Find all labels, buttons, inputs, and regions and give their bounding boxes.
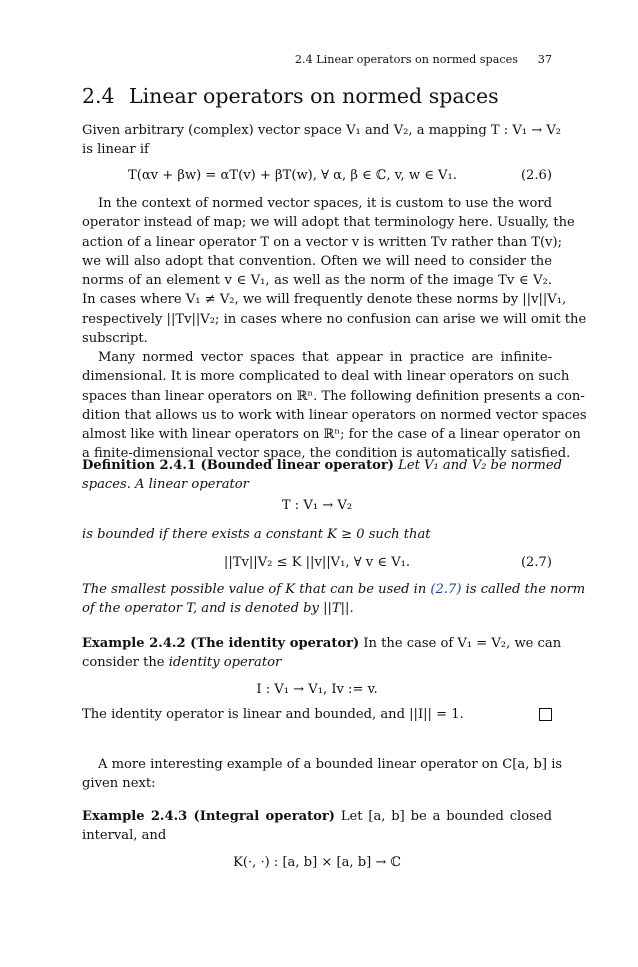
paragraph-operators bbox=[82, 194, 587, 348]
display-kernel bbox=[82, 853, 552, 872]
definition-label: Definition 2.4.1 (Bounded linear operator) bbox=[82, 458, 394, 473]
text-line bbox=[82, 580, 586, 599]
text-line: a finite-dimensional vector space, the condition is automatically satisfied. bbox=[82, 446, 571, 462]
text-line: subscript. bbox=[82, 331, 148, 347]
text-line: action of a linear operator T on a vector v is written Tv rather than T(v); bbox=[82, 234, 562, 250]
display-formula: T : V₁ → V₂ bbox=[281, 498, 353, 513]
text-line: is bounded if there exists a constant K ≥ 0 such that bbox=[82, 527, 431, 542]
display-formula: K(·, ·) : [a, b] × [a, b] → ℂ bbox=[233, 855, 401, 870]
example-conclusion bbox=[82, 705, 552, 724]
display-identity-operator bbox=[82, 680, 552, 699]
equation-formula: ||Tv||V₂ ≤ K ||v||V₁, ∀ v ∈ V₁. bbox=[223, 555, 411, 570]
definition-2-4-1 bbox=[82, 456, 562, 495]
text-line: spaces than linear operators on ℝⁿ. The following definition presents a con- bbox=[82, 388, 585, 404]
equation-formula: T(αv + βw) = αT(v) + βT(w), ∀ α, β ∈ ℂ, v, w ∈ V₁. bbox=[128, 168, 457, 183]
text-line: we will also adopt that convention. Often we will need to consider the bbox=[82, 253, 552, 269]
qed-square-icon bbox=[539, 708, 552, 721]
display-formula: I : V₁ → V₁, Iv := v. bbox=[256, 682, 378, 697]
text-line bbox=[82, 634, 562, 653]
section-heading bbox=[82, 84, 499, 108]
section-title: Linear operators on normed spaces bbox=[129, 84, 499, 108]
example-text: In the case of V₁ = V₂, we can bbox=[363, 636, 562, 651]
example-text: Let [a, b] be a bounded closed bbox=[340, 809, 552, 824]
running-header bbox=[82, 50, 552, 69]
text-line: spaces. A linear operator bbox=[82, 477, 249, 493]
text-line: dition that allows us to work with linear operators on normed vector spaces bbox=[82, 407, 587, 423]
text-line: given next: bbox=[82, 776, 156, 792]
example-2-4-3 bbox=[82, 807, 552, 846]
equation-2-6 bbox=[82, 166, 552, 185]
text-line: In the context of normed vector spaces, it is custom to use the word bbox=[98, 196, 552, 211]
section-number: 2.4 bbox=[82, 84, 115, 108]
page-number: 37 bbox=[537, 53, 552, 66]
text-line: almost like with linear operators on ℝⁿ; for the case of a linear operator on bbox=[82, 427, 581, 443]
text-line: A more interesting example of a bounded linear operator on C[a, b] is bbox=[98, 757, 563, 772]
text-line: interval, and bbox=[82, 828, 167, 844]
equation-reference-link[interactable]: (2.7) bbox=[430, 582, 462, 597]
definition-closing bbox=[82, 580, 586, 619]
definition-text: The smallest possible value of K that can be used in bbox=[82, 582, 427, 597]
definition-condition bbox=[82, 525, 552, 544]
definition-text: is called the norm bbox=[465, 582, 586, 597]
example-label: Example 2.4.2 (The identity operator) bbox=[82, 636, 360, 651]
text-line bbox=[82, 807, 552, 826]
text-line: dimensional. It is more complicated to deal with linear operators on such bbox=[82, 369, 570, 385]
example-text: consider the bbox=[82, 655, 165, 671]
intro-paragraph bbox=[82, 121, 562, 160]
example-label: Example 2.4.3 (Integral operator) bbox=[82, 809, 335, 824]
text-line: of the operator T, and is denoted by ||T||. bbox=[82, 601, 354, 617]
text-line: Many normed vector spaces that appear in practice are infinite- bbox=[98, 350, 552, 365]
display-operator-map bbox=[82, 496, 552, 515]
text-line: Given arbitrary (complex) vector space V₁ and V₂, a mapping T : V₁ → V₂ bbox=[82, 123, 562, 138]
text-line: operator instead of map; we will adopt that terminology here. Usually, the bbox=[82, 215, 575, 231]
example-term: identity operator bbox=[168, 655, 282, 671]
definition-text: Let V₁ and V₂ be normed bbox=[398, 458, 562, 473]
running-title: 2.4 Linear operators on normed spaces bbox=[294, 53, 518, 66]
paragraph-infinite-dimensional bbox=[82, 348, 587, 464]
book-page bbox=[82, 0, 587, 967]
equation-2-7 bbox=[82, 553, 552, 572]
text-line: is linear if bbox=[82, 142, 149, 158]
text-line: respectively ||Tv||V₂; in cases where no confusion can arise we will omit the bbox=[82, 311, 587, 327]
text-line bbox=[82, 456, 562, 475]
paragraph-interesting-example bbox=[82, 755, 563, 794]
example-2-4-2 bbox=[82, 634, 562, 673]
text-line: norms of an element v ∈ V₁, as well as the norm of the image Tv ∈ V₂. bbox=[82, 273, 552, 289]
equation-number: (2.6) bbox=[520, 168, 552, 183]
text-line: In cases where V₁ ≠ V₂, we will frequently denote these norms by ||v||V₁, bbox=[82, 292, 567, 308]
equation-number: (2.7) bbox=[520, 555, 552, 570]
text-line bbox=[82, 653, 552, 672]
example-text: The identity operator is linear and bounded, and ||I|| = 1. bbox=[82, 707, 464, 722]
